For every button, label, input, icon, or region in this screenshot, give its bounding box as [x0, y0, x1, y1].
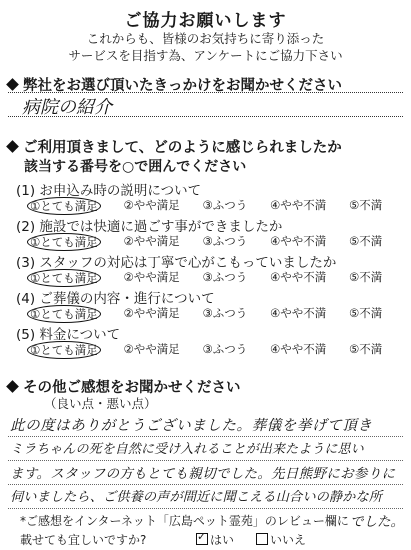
yes-option[interactable] [196, 531, 234, 548]
page-title: ご協力お願いします [124, 11, 287, 31]
comment-rule [8, 436, 403, 437]
selected-rating-label: ①とても満足 [27, 269, 101, 287]
other-subheading: （良い点・悪い点） [44, 396, 157, 411]
impression-instruction: 該当する番号を○で囲んでください [24, 159, 247, 175]
rating-label: ⑤不満 [349, 270, 383, 284]
intro-line-1: これからも、皆様のお気持ちに寄り添った [86, 31, 325, 46]
rating-option[interactable] [203, 233, 271, 251]
rating-label: ②やや満足 [123, 198, 180, 212]
publish-note: *ご感想をインターネット「広島ペット霊苑」のレビュー欄に [20, 514, 349, 528]
divider [8, 116, 403, 117]
selected-rating-label: ①とても満足 [27, 341, 101, 359]
impression-heading-text: ご利用頂きまして、どのように感じられましたか [23, 140, 342, 156]
rating-label: ③ふつう [202, 306, 248, 320]
question-item-label: (1) お申込み時の説明について [16, 183, 202, 199]
rating-option[interactable] [124, 233, 203, 251]
selected-rating-label: ①とても満足 [27, 305, 101, 323]
rating-option[interactable] [270, 269, 349, 287]
rating-label: ④やや不満 [270, 234, 327, 248]
intro-line-2: サービスを目指す為、アンケートにご協力下さい [68, 48, 343, 63]
impression-heading [8, 136, 342, 157]
rating-option[interactable] [270, 341, 349, 359]
comment-trailing-text: でした。 [350, 514, 404, 530]
diamond-bullet-icon [6, 140, 19, 153]
rating-option[interactable] [203, 341, 271, 359]
rating-option[interactable] [349, 341, 405, 359]
question-item-label: (4) ご葬儀の内容・進行について [16, 291, 215, 307]
comment-line-4: 伺いましたら、ご供養の声が間近に聞こえる山合いの静かな所 [10, 490, 383, 505]
rating-label: ②やや満足 [123, 234, 180, 248]
rating-label: ②やや満足 [123, 306, 180, 320]
rating-label: ③ふつう [202, 342, 248, 356]
comment-rule [8, 484, 403, 485]
checked-checkbox-icon[interactable] [196, 533, 208, 545]
rating-option[interactable] [30, 197, 124, 215]
comment-rule [8, 460, 403, 461]
comment-line-1: 此の度はありがとうございました。葬儀を挙げて頂き [10, 418, 373, 434]
rating-option[interactable] [124, 197, 203, 215]
question-item-label: (5) 料金について [16, 327, 121, 343]
rating-label: ⑤不満 [349, 342, 383, 356]
rating-option[interactable] [203, 269, 271, 287]
rating-option[interactable] [30, 233, 124, 251]
rating-option[interactable] [270, 233, 349, 251]
rating-option[interactable] [203, 197, 271, 215]
rating-label: ③ふつう [202, 234, 248, 248]
reason-heading-text: 弊社をお選び頂いたきっかけをお聞かせください [23, 78, 342, 94]
rating-label: ⑤不満 [349, 198, 383, 212]
rating-label: ④やや不満 [270, 198, 327, 212]
other-heading-text: その他ご感想をお聞かせください [23, 380, 241, 396]
rating-label: ④やや不満 [270, 270, 327, 284]
reason-answer: 病院の紹介 [22, 97, 112, 118]
rating-label: ③ふつう [202, 270, 248, 284]
rating-option[interactable] [270, 197, 349, 215]
selected-rating-label: ①とても満足 [27, 197, 101, 215]
unchecked-checkbox-icon[interactable] [256, 533, 268, 545]
no-option[interactable] [256, 531, 306, 548]
rating-label: ④やや不満 [270, 306, 327, 320]
rating-option[interactable] [30, 269, 124, 287]
publish-question: 載せても宜しいですか? [20, 533, 147, 547]
rating-label: ③ふつう [202, 198, 248, 212]
rating-option[interactable] [349, 269, 405, 287]
rating-option[interactable] [349, 197, 405, 215]
comment-rule [8, 508, 403, 509]
diamond-bullet-icon [6, 380, 19, 393]
question-item-label: (2) 施設では快適に過ごす事ができましたか [16, 219, 283, 235]
rating-option[interactable] [124, 341, 203, 359]
rating-option[interactable] [30, 341, 124, 359]
rating-option[interactable] [124, 305, 203, 323]
rating-option[interactable] [270, 305, 349, 323]
rating-options [30, 269, 405, 287]
comment-line-3: ます。スタッフの方もとても親切でした。先日熊野にお参りに [10, 466, 396, 482]
question-item-label: (3) スタッフの対応は丁寧で心がこもっていましたか [16, 255, 337, 271]
rating-options [30, 341, 405, 359]
rating-option[interactable] [203, 305, 271, 323]
rating-option[interactable] [349, 305, 405, 323]
rating-label: ⑤不満 [349, 234, 383, 248]
rating-options [30, 197, 405, 215]
diamond-bullet-icon [6, 78, 19, 91]
rating-label: ⑤不満 [349, 306, 383, 320]
no-label: いいえ [270, 533, 307, 547]
rating-label: ②やや満足 [123, 342, 180, 356]
rating-label: ②やや満足 [123, 270, 180, 284]
comment-line-2: ミラちゃんの死を自然に受け入れることが出来たように思い [10, 442, 364, 457]
rating-option[interactable] [30, 305, 124, 323]
rating-option[interactable] [124, 269, 203, 287]
rating-option[interactable] [349, 233, 405, 251]
selected-rating-label: ①とても満足 [27, 233, 101, 251]
rating-label: ④やや不満 [270, 342, 327, 356]
yes-label: はい [210, 533, 235, 547]
rating-options [30, 233, 405, 251]
rating-options [30, 305, 405, 323]
